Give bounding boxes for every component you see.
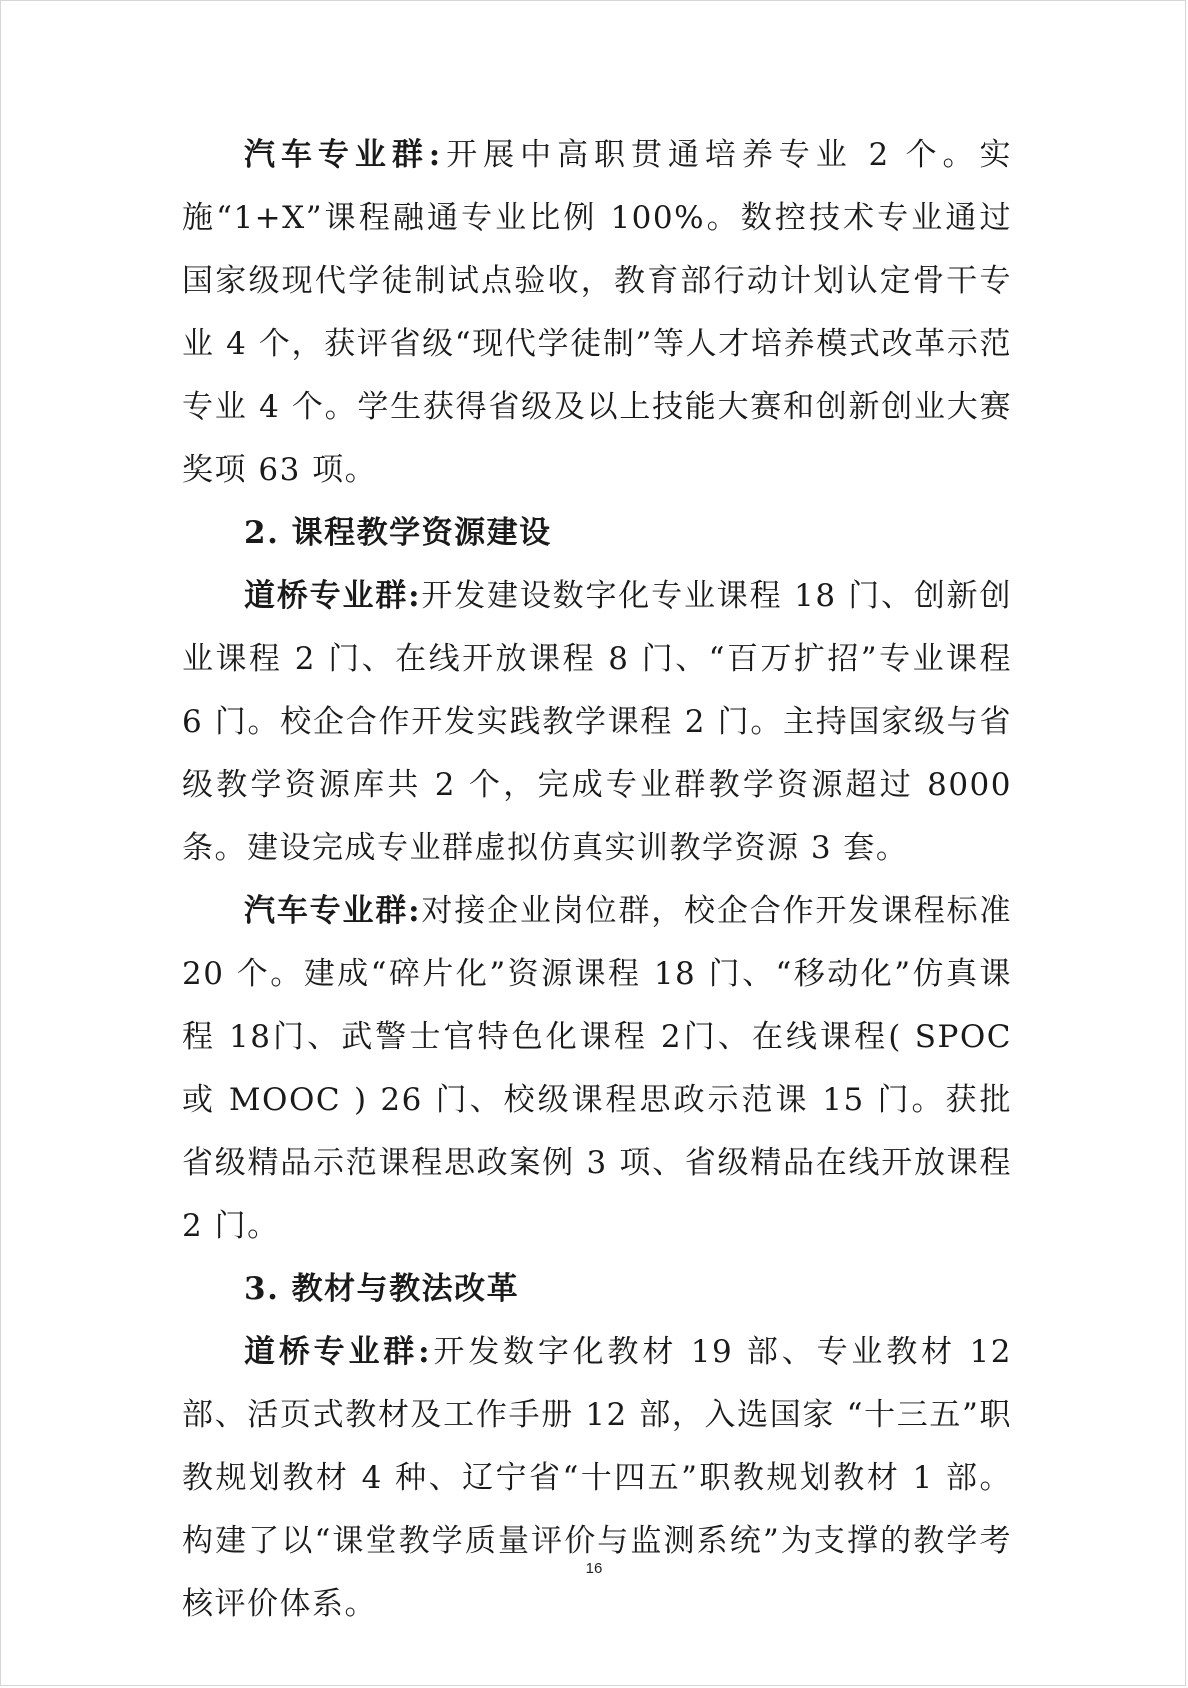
paragraph-text: 开展中高职贯通培养专业 2 个。实施“1+X”课程融通专业比例 100%。数控技术专业通过国家级现代学徒制试点验收，教育部行动计划认定骨干专业 4 个，获评省级“现代学徒制”等人才培养模式改革示范专业 4 个。学生获得省级及以上技能大赛和创新创业大赛奖项 63 项。 — [182, 137, 1012, 488]
page-number: 16 — [585, 1560, 603, 1577]
paragraph-auto-group-training — [182, 124, 1012, 502]
section-heading-textbook-reform: 3. 教材与教法改革 — [244, 1271, 520, 1307]
paragraph-bridge-group-textbooks — [182, 1321, 1012, 1636]
paragraph-text: 对接企业岗位群，校企合作开发课程标准 20 个。建成“碎片化”资源课程 18 门、“移动化”仿真课程 18门、武警士官特色化课程 2门、在线课程( SPOC 或 MOOC ) 26 门、校级课程思政示范课 15 门。获批省级精品示范课程思政案例 3 项、省级精品在线开放课程 2 门。 — [182, 893, 1012, 1244]
paragraph-lead: 汽车专业群: — [244, 893, 422, 929]
paragraph-auto-group-courses — [182, 880, 1012, 1258]
paragraph-lead: 道桥专业群: — [244, 1334, 432, 1370]
paragraph-bridge-group-courses — [182, 565, 1012, 880]
paragraph-text: 开发建设数字化专业课程 18 门、创新创业课程 2 门、在线开放课程 8 门、“百万扩招”专业课程 6 门。校企合作开发实践教学课程 2 门。主持国家级与省级教学资源库共 2 个，完成专业群教学资源超过 8000 条。建设完成专业群虚拟仿真实训教学资源 3 套。 — [182, 578, 1012, 866]
paragraph-lead: 汽车专业群: — [244, 137, 442, 173]
paragraph-text: 开发数字化教材 19 部、专业教材 12 部、活页式教材及工作手册 12 部，入选国家 “十三五”职教规划教材 4 种、辽宁省“十四五”职教规划教材 1 部。构建了以“课堂教学质量评价与监测系统”为支撑的教学考核评价体系。 — [182, 1334, 1012, 1622]
section-heading-course-resources: 2. 课程教学资源建设 — [244, 515, 552, 551]
document-body — [182, 124, 1012, 1636]
paragraph-lead: 道桥专业群: — [244, 578, 422, 614]
